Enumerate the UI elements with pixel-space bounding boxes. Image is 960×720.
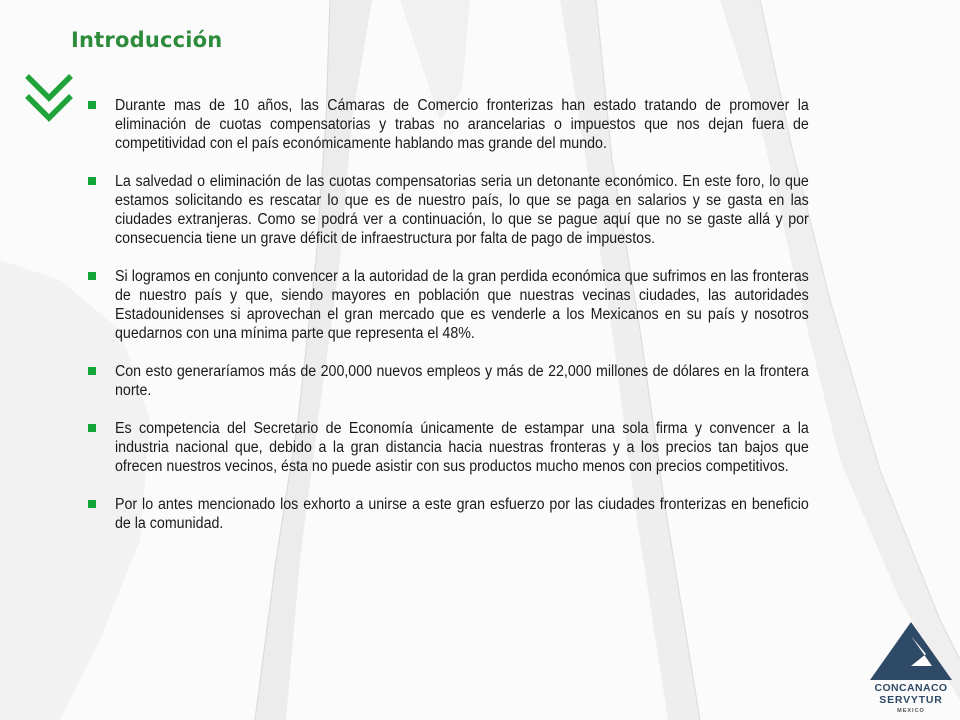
bullet-text: Es competencia del Secretario de Economía únicamente de estampar una sola firma y convencer a la industria nacional que, debido a la gran distancia hacia nuestras fronteras y a los precios tan bajos que ofrecen nuestros vecinos, ésta no puede asistir con sus productos mucho menos con precios competitivos. <box>115 420 809 475</box>
bullet-square-icon <box>88 101 96 109</box>
logo-text-servytur: SERVYTUR <box>879 694 943 706</box>
bullet-item <box>88 96 861 153</box>
bullet-item <box>88 419 861 476</box>
bullet-square-icon <box>88 272 96 280</box>
bullet-text: Con esto generaríamos más de 200,000 nuevos empleos y más de 22,000 millones de dólares en la frontera norte. <box>115 363 809 399</box>
bullet-list <box>88 96 861 533</box>
bullet-text: Por lo antes mencionado los exhorto a unirse a este gran esfuerzo por las ciudades fronterizas en beneficio de la comunidad. <box>115 496 809 532</box>
bullet-item <box>88 495 861 533</box>
slide-title: Introducción <box>71 28 223 52</box>
logo-text-mexico: MEXICO <box>897 708 925 714</box>
bullet-item <box>88 172 861 248</box>
bullet-square-icon <box>88 367 96 375</box>
logo-text-concanaco: CONCANACO <box>874 682 948 694</box>
bullet-text: Durante mas de 10 años, las Cámaras de Comercio fronterizas han estado tratando de promover la eliminación de cuotas compensatorias y trabas no arancelarias o impuestos que nos dejan fuera de competitividad con el país económicamente hablando mas grande del mundo. <box>115 97 809 152</box>
concanaco-logo <box>862 618 960 720</box>
double-chevron-down-icon <box>24 72 74 124</box>
bullet-text: La salvedad o eliminación de las cuotas compensatorias seria un detonante económico. En este foro, lo que estamos solicitando es rescatar lo que es de nuestro país, lo que se paga en salarios y se gasta en las ciudades extranjeras. Como se podrá ver a continuación, lo que se pague aquí que no se gaste allá y por consecuencia tiene un grave déficit de infraestructura por falta de pago de impuestos. <box>115 173 809 247</box>
bullet-text: Si logramos en conjunto convencer a la autoridad de la gran perdida económica que sufrimos en las fronteras de nuestro país y que, siendo mayores en población que nuestras vecinas ciudades, las autoridades Estadounidenses si aprovechan el gran mercado que es venderle a los Mexicanos en su país y nosotros quedarnos con una mínima parte que representa el 48%. <box>115 268 809 342</box>
bullet-item <box>88 267 861 343</box>
bullet-item <box>88 362 861 400</box>
bullet-square-icon <box>88 424 96 432</box>
bullet-square-icon <box>88 177 96 185</box>
triangle-logo-icon <box>870 622 952 680</box>
bullet-square-icon <box>88 500 96 508</box>
